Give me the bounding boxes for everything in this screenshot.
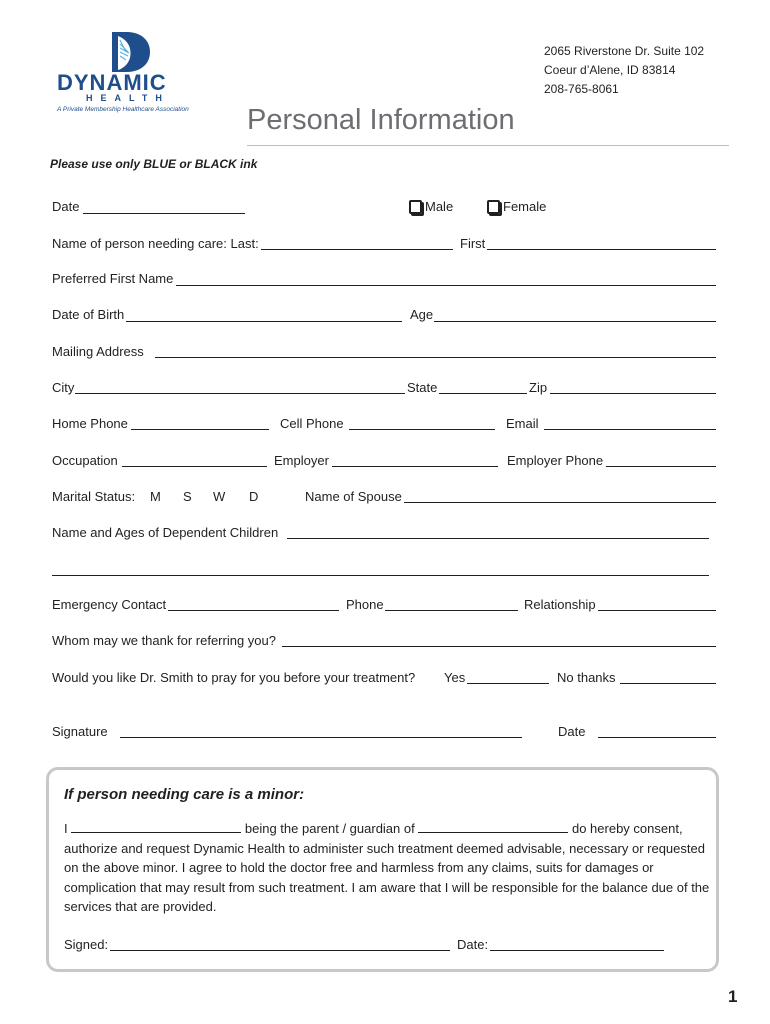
minor-being: being the parent / guardian of: [244, 821, 415, 836]
signature-date-field[interactable]: [598, 737, 716, 738]
mailing-address-label: Mailing Address: [52, 344, 144, 359]
marital-option-w[interactable]: W: [213, 489, 226, 504]
male-option[interactable]: [409, 199, 453, 214]
marital-option-m[interactable]: M: [150, 489, 161, 504]
last-name-label: Name of person needing care: Last:: [52, 236, 259, 251]
prayer-yes-field[interactable]: [467, 683, 549, 684]
prayer-question: Would you like Dr. Smith to pray for you before your treatment?: [52, 670, 416, 685]
email-label: Email: [506, 416, 539, 431]
date-label: Date: [52, 199, 80, 214]
home-phone-field[interactable]: [131, 429, 269, 430]
minor-body: authorize and request Dynamic Health to administer such treatment deemed advisable, necessary or requested on the above minor. I agree to hold the doctor free and harmless from any claims, suits for damages or complication that may result from such treatment. I am aware that I will be responsible for the balance due of the services that are provided.: [64, 840, 710, 914]
dependents-label: Name and Ages of Dependent Children: [52, 525, 279, 540]
dependents-field-2[interactable]: [52, 575, 709, 576]
email-field[interactable]: [544, 429, 716, 430]
minor-signed-field[interactable]: [110, 950, 450, 951]
spouse-label: Name of Spouse: [305, 489, 402, 504]
employer-field[interactable]: [332, 466, 498, 467]
prayer-yes-label: Yes: [444, 670, 466, 685]
employer-phone-label: Employer Phone: [507, 453, 604, 468]
cell-phone-label: Cell Phone: [280, 416, 344, 431]
zip-field[interactable]: [550, 393, 716, 394]
minor-consent: do hereby consent,: [571, 821, 683, 836]
signature-field[interactable]: [120, 737, 522, 738]
spouse-field[interactable]: [404, 502, 716, 503]
minor-i: I: [64, 821, 68, 836]
logo-subword: HEALTH: [86, 93, 170, 103]
zip-label: Zip: [529, 380, 548, 395]
preferred-name-field[interactable]: [176, 285, 716, 286]
address-line-1: 2065 Riverstone Dr. Suite 102: [544, 44, 705, 58]
minor-date-label: Date:: [457, 937, 489, 952]
prayer-no-field[interactable]: [620, 683, 716, 684]
dob-field[interactable]: [126, 321, 402, 322]
address-line-2: Coeur d’Alene, ID 83814: [544, 63, 676, 77]
minor-heading: If person needing care is a minor:: [64, 786, 305, 803]
first-name-field[interactable]: [487, 249, 716, 250]
dob-label: Date of Birth: [52, 307, 125, 322]
female-checkbox[interactable]: [487, 200, 500, 214]
female-label: Female: [503, 199, 547, 214]
emergency-contact-field[interactable]: [168, 610, 339, 611]
occupation-label: Occupation: [52, 453, 118, 468]
logo-wordmark: DYNAMIC: [57, 70, 167, 95]
address-line-3: 208-765-8061: [544, 82, 619, 96]
ink-instruction: Please use only BLUE or BLACK ink: [50, 157, 258, 171]
occupation-field[interactable]: [122, 466, 267, 467]
employer-phone-field[interactable]: [606, 466, 716, 467]
cell-phone-field[interactable]: [349, 429, 495, 430]
age-label: Age: [410, 307, 434, 322]
female-option[interactable]: [487, 199, 546, 214]
emergency-phone-field[interactable]: [385, 610, 518, 611]
referral-field[interactable]: [282, 646, 716, 647]
signature-date-label: Date: [558, 724, 586, 739]
emergency-contact-label: Emergency Contact: [52, 597, 167, 612]
relationship-field[interactable]: [598, 610, 716, 611]
first-name-label: First: [460, 236, 486, 251]
marital-option-s[interactable]: S: [183, 489, 192, 504]
marital-status-label: Marital Status:: [52, 489, 136, 504]
employer-label: Employer: [274, 453, 329, 468]
emergency-phone-label: Phone: [346, 597, 384, 612]
minor-signed-label: Signed:: [64, 937, 109, 952]
referral-label: Whom may we thank for referring you?: [52, 633, 276, 648]
city-field[interactable]: [75, 393, 405, 394]
preferred-name-label: Preferred First Name: [52, 271, 174, 286]
guardian-name-field[interactable]: [71, 821, 241, 833]
minor-name-field[interactable]: [418, 821, 568, 833]
page-number: 1: [728, 987, 738, 1006]
page-title: Personal Information: [247, 104, 515, 136]
last-name-field[interactable]: [261, 249, 453, 250]
state-field[interactable]: [439, 393, 527, 394]
clinic-address: [544, 42, 704, 99]
relationship-label: Relationship: [524, 597, 596, 612]
minor-date-field[interactable]: [490, 950, 664, 951]
male-label: Male: [425, 199, 454, 214]
minor-consent-paragraph: [64, 819, 714, 917]
home-phone-label: Home Phone: [52, 416, 128, 431]
state-label: State: [407, 380, 438, 395]
mailing-address-field[interactable]: [155, 357, 716, 358]
city-label: City: [52, 380, 75, 395]
prayer-no-label: No thanks: [557, 670, 616, 685]
marital-option-d[interactable]: D: [249, 489, 259, 504]
logo-d-icon: [104, 30, 152, 74]
logo-tagline: A Private Membership Healthcare Association: [57, 106, 189, 113]
signature-label: Signature: [52, 724, 108, 739]
dependents-field[interactable]: [287, 538, 709, 539]
male-checkbox[interactable]: [409, 200, 422, 214]
age-field[interactable]: [434, 321, 716, 322]
title-rule: [247, 145, 729, 146]
date-field[interactable]: [83, 213, 245, 214]
